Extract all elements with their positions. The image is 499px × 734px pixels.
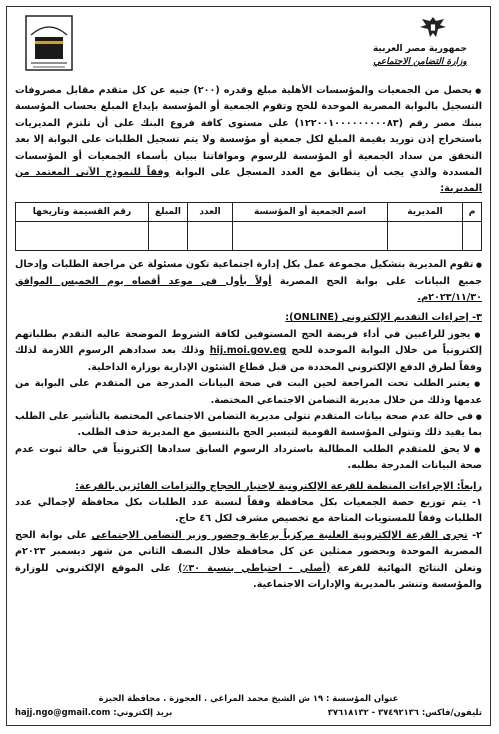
paragraph-review: ● يعتبر الطلب تحت المراجعة لحين البت في صحة البيانات المدرجة من المتقدم على البوابة من عدمها وذلك من خلال مديرية التضامن الاجتماعي المختصة. xyxy=(15,376,482,409)
deadline-text: أولاً بأول في موعد أقصاه يوم الخميس الموافق ٢٠٢٣/١١/٣٠م. xyxy=(15,275,482,304)
lottery-underlined-text: تجرى القرعة الإلكترونية العلنية مركزياً برعاية وحضور وزير التضامن الاجتماعي xyxy=(91,529,468,541)
lottery-text-2: على بوابة الحج المصرية الموحدة وبحضور ممثلين عن كل محافظة خلال النصف الثاني من شهر ديسمبر ٢٠٢٣م وتعلن النتائج النهائية للقرعة xyxy=(15,529,482,574)
working-group-text: تقوم المديرية بتشكيل مجموعة عمل بكل إدارة اجتماعية تكون مسئولة عن مراجعة الطلبات وإدخال جميع البيانات على بوابة الحج المصرية xyxy=(15,259,483,287)
country-name: جمهورية مصر العربية xyxy=(372,44,468,54)
lottery-prefix: ٢- xyxy=(472,529,483,541)
footer-email-label: بريد إلكتروني: xyxy=(113,707,173,717)
col-directorate: المديرية xyxy=(388,202,463,221)
paragraph-working-group xyxy=(15,257,482,306)
online-apply-text-1: يجوز للراغبين في أداء فريضة الحج المستوفين لكافة الشروط الموضحة عاليه التقدم بطلباتهم إلكترونياً من خلال البوابة الموحدة للحج xyxy=(15,328,483,357)
col-receipt: رقم القسيمة وتاريخها xyxy=(16,202,149,221)
col-count: العدد xyxy=(188,202,233,221)
ministry-name: وزارة التضامن الاجتماعي xyxy=(373,57,467,67)
paragraph-lottery xyxy=(15,528,482,594)
footer-email-block xyxy=(15,705,172,719)
paragraph-no-refund: ● لا يحق للمتقدم الطلب المطالبة باسترداد الرسوم السابق سدادها إلكترونياً في حالة ثبوت عدم صحة البيانات المدرجة بطلبه. xyxy=(15,442,482,475)
lottery-text-3: على الموقع الإلكتروني للوزارة والمؤسسة وتنشر بالمديرية والإدارات الاجتماعية. xyxy=(15,562,482,590)
paragraph-invalid-data: ● في حالة عدم صحة بيانات المتقدم تتولى مديرية التضامن الاجتماعي المختصة بالتأشير على الطلب بما يفيد ذلك وتتولى المؤسسة القومية لتيسير الحج بالتنسيق مع المديرية حذف الطلب. xyxy=(15,409,482,442)
table-row xyxy=(16,222,482,251)
egypt-eagle-emblem-icon xyxy=(418,15,448,39)
directorate-form-table xyxy=(15,202,482,251)
kaaba-logo-icon xyxy=(25,15,73,71)
footer-contact-row xyxy=(15,705,482,719)
letterhead xyxy=(7,7,490,77)
paragraph-online-apply xyxy=(15,327,482,376)
lottery-ratio-text: (أصلي - احتياطي بنسبة ٣٠٪) xyxy=(178,562,331,574)
online-apply-text-2: وذلك بعد سدادهم الرسوم اللازمة لذلك وفقاً لطرق الدفع الإلكتروني المحددة من قبل قطاع الشئون الإدارية بوزارة الداخلية. xyxy=(15,345,482,373)
col-association: اسم الجمعية أو المؤسسة xyxy=(233,202,388,221)
document-body xyxy=(15,83,482,593)
ministry-name-block xyxy=(360,43,480,69)
page-footer xyxy=(15,691,482,719)
paragraph-fees xyxy=(15,83,482,198)
section-lottery-title: رابعاً: الإجراءات المنظمة للقرعة الإلكترونية لإختيار الحجاج والتزامات الفائزين بالقرعة: xyxy=(75,480,482,492)
fees-text: يحصل من الجمعيات والمؤسسات الأهلية مبلغ وقدره (٢٠٠) جنيه عن كل متقدم مقابل مصروفات التسجيل بالبوابة المصرية الموحدة للحج وتقوم الجمعية أو المؤسسة بإيداع المبلغ بحساب المؤسسة ببنك مصر رقم (١٢٢٠٠١٠٠٠٠٠٠٠٠٠٨٣) على مستوى كافة فروع البنك على أن تلتزم المديريات باستخراج إذن توريد بقيمة المبلغ لكل جمعية أو مؤسسة ولا يتم تسجيل الطلبات على البوابة إلا بعد التحقق من سداد الجمعية أو المؤسسة للرسوم وموافاتنا ببيان بأسماء الجمعيات أو المؤسسات المسددة والذي يجب أن يتطابق مع العدد المسجل على البوابة xyxy=(15,85,482,179)
footer-email[interactable]: hajj.ngo@gmail.com xyxy=(15,707,111,717)
fees-form-instruction: وفقاً للنموذج الآتي المعتمد من المديرية: xyxy=(15,167,482,195)
section-online-title: ٣- إجراءات التقديم الإلكتروني (ONLINE): xyxy=(285,312,482,324)
footer-phone: تليفون/فاكس: ٣٧٤٩٢١٣٦ - ٣٧٦١٨١٣٢ xyxy=(327,707,482,717)
paragraph-quota-distribution: ١- يتم توزيع حصة الجمعيات بكل محافظة وفقاً لنسبة عدد الطلبات بكل محافظة لإجمالي عدد الطلبات وفقاً للمستويات المتاحة مع تخصيص مشرف لكل ٤٦ حاج. xyxy=(15,496,482,525)
footer-address: عنوان المؤسسة : ١٩ ش الشيخ محمد المراغي . العجوزة . محافظة الجيزة xyxy=(98,693,399,703)
document-page xyxy=(6,6,491,726)
col-number: م xyxy=(463,202,482,221)
col-amount: المبلغ xyxy=(149,202,188,221)
hajj-portal-link[interactable]: hij.moi.gov.eg xyxy=(209,345,287,357)
